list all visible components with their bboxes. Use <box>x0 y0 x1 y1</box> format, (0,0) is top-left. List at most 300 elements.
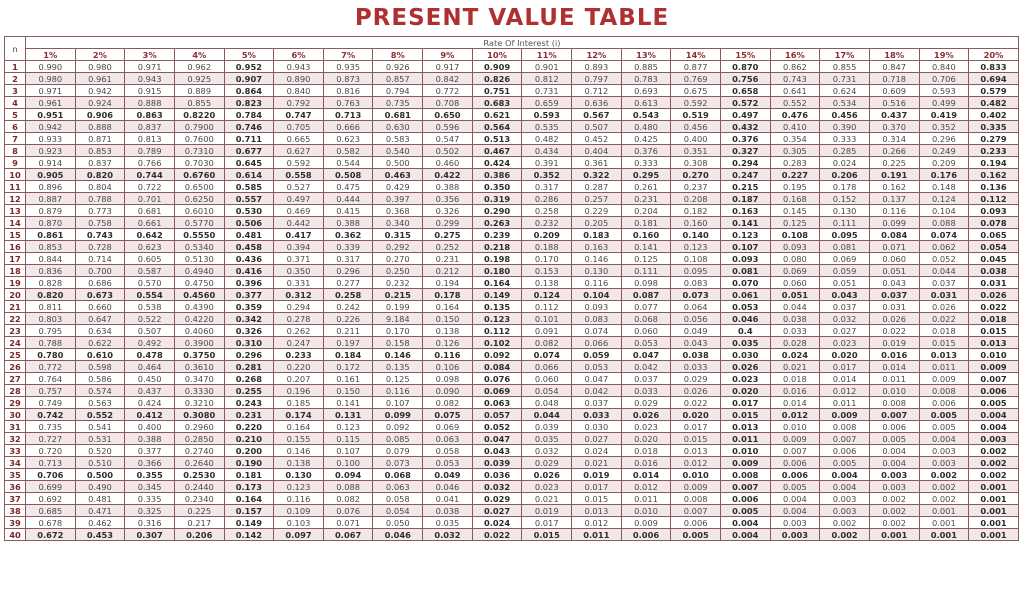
pv-factor-cell: 0.074 <box>522 349 572 361</box>
pv-factor-cell: 0.172 <box>323 361 373 373</box>
pv-factor-cell: 0.061 <box>720 289 770 301</box>
pv-factor-cell: 0.757 <box>26 385 76 397</box>
table-row <box>5 121 1019 133</box>
pv-factor-cell: 0.233 <box>274 349 324 361</box>
pv-factor-cell: 0.270 <box>671 169 721 181</box>
pv-factor-cell: 0.031 <box>969 277 1019 289</box>
pv-factor-cell: 0.022 <box>671 397 721 409</box>
table-row <box>5 193 1019 205</box>
pv-factor-cell: 0.003 <box>869 481 919 493</box>
table-row <box>5 217 1019 229</box>
pv-factor-cell: 0.699 <box>26 481 76 493</box>
pv-factor-cell: 0.863 <box>125 109 175 121</box>
pv-factor-cell: 0.094 <box>323 469 373 481</box>
pv-factor-cell: 0.063 <box>423 433 473 445</box>
pv-factor-cell: 0.087 <box>621 289 671 301</box>
pv-factor-cell: 0.184 <box>323 349 373 361</box>
pv-factor-cell: 0.840 <box>919 61 969 73</box>
pv-factor-cell: 0.146 <box>572 253 622 265</box>
pv-factor-cell: 0.046 <box>373 529 423 541</box>
pv-factor-cell: 0.008 <box>919 385 969 397</box>
pv-factor-cell: 0.016 <box>621 457 671 469</box>
pv-factor-cell: 0.751 <box>472 85 522 97</box>
pv-factor-cell: 0.209 <box>919 157 969 169</box>
pv-factor-cell: 0.855 <box>820 61 870 73</box>
pv-factor-cell: 0.136 <box>969 181 1019 193</box>
pv-factor-cell: 0.453 <box>75 529 125 541</box>
pv-factor-cell: 0.006 <box>969 385 1019 397</box>
pv-factor-cell: 0.200 <box>224 445 274 457</box>
pv-factor-cell: 0.011 <box>621 493 671 505</box>
pv-factor-cell: 0.145 <box>770 205 820 217</box>
table-row <box>5 265 1019 277</box>
pv-factor-cell: 0.188 <box>522 241 572 253</box>
pv-factor-cell: 0.038 <box>423 505 473 517</box>
pv-factor-cell: 0.764 <box>26 373 76 385</box>
table-row <box>5 301 1019 313</box>
pv-factor-cell: 0.541 <box>75 421 125 433</box>
pv-factor-cell: 0.743 <box>75 229 125 241</box>
pv-factor-cell: 0.097 <box>274 529 324 541</box>
pv-factor-cell: 0.010 <box>720 445 770 457</box>
pv-factor-cell: 0.068 <box>621 313 671 325</box>
pv-factor-cell: 0.243 <box>224 397 274 409</box>
pv-factor-cell: 0.162 <box>969 169 1019 181</box>
pv-factor-cell: 0.456 <box>671 121 721 133</box>
rate-header: 7% <box>323 49 373 61</box>
pv-factor-cell: 0.359 <box>224 301 274 313</box>
pv-factor-cell: 0.077 <box>621 301 671 313</box>
pv-factor-cell: 0.158 <box>373 337 423 349</box>
pv-factor-cell: 0.531 <box>75 433 125 445</box>
pv-factor-cell: 0.434 <box>522 145 572 157</box>
pv-factor-cell: 0.788 <box>75 193 125 205</box>
pv-factor-cell: 0.076 <box>323 505 373 517</box>
rate-header: 10% <box>472 49 522 61</box>
pv-factor-cell: 0.227 <box>770 169 820 181</box>
pv-factor-cell: 0.469 <box>274 205 324 217</box>
pv-factor-cell: 0.563 <box>75 397 125 409</box>
pv-factor-cell: 0.370 <box>869 121 919 133</box>
pv-factor-cell: 0.354 <box>770 133 820 145</box>
pv-factor-cell: 0.266 <box>869 145 919 157</box>
period-label: 14 <box>5 217 26 229</box>
pv-factor-cell: 0.084 <box>472 361 522 373</box>
pv-factor-cell: 0.208 <box>671 193 721 205</box>
pv-factor-cell: 0.456 <box>820 109 870 121</box>
pv-factor-cell: 0.905 <box>26 169 76 181</box>
pv-factor-cell: 0.873 <box>323 73 373 85</box>
pv-factor-cell: 0.522 <box>125 313 175 325</box>
pv-factor-cell: 0.054 <box>373 505 423 517</box>
pv-factor-cell: 0.463 <box>373 169 423 181</box>
pv-factor-cell: 0.063 <box>472 397 522 409</box>
pv-factor-cell: 0.558 <box>274 169 324 181</box>
pv-factor-cell: 0.053 <box>720 301 770 313</box>
pv-factor-cell: 0.693 <box>621 85 671 97</box>
period-label: 6 <box>5 121 26 133</box>
pv-factor-cell: 0.355 <box>125 469 175 481</box>
pv-factor-cell: 0.636 <box>572 97 622 109</box>
pv-factor-cell: 0.402 <box>969 109 1019 121</box>
pv-factor-cell: 0.3900 <box>174 337 224 349</box>
pv-factor-cell: 0.211 <box>323 325 373 337</box>
pv-factor-cell: 0.123 <box>274 481 324 493</box>
pv-factor-cell: 0.044 <box>770 301 820 313</box>
pv-factor-cell: 0.008 <box>869 397 919 409</box>
rate-header: 19% <box>919 49 969 61</box>
pv-factor-cell: 0.220 <box>224 421 274 433</box>
pv-factor-cell: 0.962 <box>174 61 224 73</box>
pv-factor-cell: 0.310 <box>224 337 274 349</box>
pv-factor-cell: 0.012 <box>572 517 622 529</box>
period-label: 16 <box>5 241 26 253</box>
pv-factor-cell: 0.002 <box>969 457 1019 469</box>
pv-factor-cell: 0.943 <box>274 61 324 73</box>
pv-factor-cell: 0.826 <box>472 73 522 85</box>
pv-factor-cell: 0.557 <box>224 193 274 205</box>
pv-factor-cell: 0.116 <box>869 205 919 217</box>
pv-factor-cell: 0.701 <box>125 193 175 205</box>
pv-factor-cell: 0.794 <box>373 85 423 97</box>
pv-factor-cell: 0.497 <box>274 193 324 205</box>
pv-factor-cell: 0.104 <box>919 205 969 217</box>
pv-factor-cell: 0.004 <box>820 481 870 493</box>
pv-factor-cell: 0.5550 <box>174 229 224 241</box>
pv-factor-cell: 0.009 <box>770 433 820 445</box>
pv-factor-cell: 0.116 <box>373 385 423 397</box>
pv-factor-cell: 0.2530 <box>174 469 224 481</box>
pv-factor-cell: 0.242 <box>323 301 373 313</box>
pv-factor-cell: 0.014 <box>869 361 919 373</box>
pv-factor-cell: 0.692 <box>26 493 76 505</box>
pv-factor-cell: 0.390 <box>820 121 870 133</box>
pv-factor-cell: 0.006 <box>770 457 820 469</box>
pv-factor-cell: 0.107 <box>323 445 373 457</box>
pv-factor-cell: 0.069 <box>472 385 522 397</box>
pv-factor-cell: 0.758 <box>75 217 125 229</box>
pv-factor-cell: 0.218 <box>472 241 522 253</box>
pv-factor-cell: 0.018 <box>621 445 671 457</box>
pv-factor-cell: 0.007 <box>720 481 770 493</box>
pv-factor-cell: 0.164 <box>274 421 324 433</box>
pv-factor-cell: 0.023 <box>621 421 671 433</box>
pv-factor-cell: 0.783 <box>621 73 671 85</box>
pv-factor-cell: 0.641 <box>770 85 820 97</box>
pv-factor-cell: 0.007 <box>820 433 870 445</box>
pv-factor-cell: 0.039 <box>522 421 572 433</box>
pv-factor-cell: 0.115 <box>323 433 373 445</box>
pv-factor-cell: 0.093 <box>969 205 1019 217</box>
pv-factor-cell: 0.467 <box>472 145 522 157</box>
pv-factor-cell: 0.199 <box>373 301 423 313</box>
pv-factor-cell: 0.432 <box>720 121 770 133</box>
pv-factor-cell: 0.137 <box>869 193 919 205</box>
pv-factor-cell: 0.797 <box>572 73 622 85</box>
pv-factor-cell: 0.678 <box>26 517 76 529</box>
pv-factor-cell: 0.194 <box>423 277 473 289</box>
rate-header: 11% <box>522 49 572 61</box>
pv-factor-cell: 0.593 <box>919 85 969 97</box>
pv-factor-cell: 0.180 <box>472 265 522 277</box>
pv-factor-cell: 0.4560 <box>174 289 224 301</box>
pv-factor-cell: 0.630 <box>373 121 423 133</box>
pv-factor-cell: 0.178 <box>820 181 870 193</box>
pv-factor-cell: 0.023 <box>820 337 870 349</box>
pv-factor-cell: 0.352 <box>522 169 572 181</box>
header-row <box>5 37 1019 49</box>
pv-factor-cell: 0.8220 <box>174 109 224 121</box>
pv-factor-cell: 0.123 <box>472 313 522 325</box>
pv-factor-cell: 0.520 <box>75 445 125 457</box>
pv-factor-cell: 0.005 <box>869 433 919 445</box>
pv-factor-cell: 0.003 <box>919 445 969 457</box>
pv-factor-cell: 0.722 <box>125 181 175 193</box>
pv-factor-cell: 0.842 <box>423 73 473 85</box>
pv-factor-cell: 0.138 <box>274 457 324 469</box>
table-row <box>5 61 1019 73</box>
pv-factor-cell: 0.475 <box>323 181 373 193</box>
pv-factor-cell: 0.038 <box>671 349 721 361</box>
pv-factor-cell: 0.002 <box>869 493 919 505</box>
pv-factor-cell: 0.106 <box>423 361 473 373</box>
pv-factor-cell: 0.033 <box>671 361 721 373</box>
table-row <box>5 493 1019 505</box>
pv-factor-cell: 0.2440 <box>174 481 224 493</box>
pv-factor-cell: 0.095 <box>671 265 721 277</box>
pv-factor-cell: 0.500 <box>75 469 125 481</box>
pv-factor-cell: 0.811 <box>26 301 76 313</box>
pv-factor-cell: 0.002 <box>919 493 969 505</box>
pv-factor-cell: 0.003 <box>919 457 969 469</box>
pv-factor-cell: 0.107 <box>720 241 770 253</box>
pv-factor-cell: 0.437 <box>869 109 919 121</box>
pv-factor-cell: 0.231 <box>621 193 671 205</box>
pv-factor-cell: 0.279 <box>969 133 1019 145</box>
pv-factor-cell: 0.017 <box>720 397 770 409</box>
pv-factor-cell: 0.035 <box>423 517 473 529</box>
pv-factor-cell: 0.480 <box>621 121 671 133</box>
pv-factor-cell: 0.647 <box>75 313 125 325</box>
pv-factor-cell: 0.066 <box>572 337 622 349</box>
pv-factor-cell: 0.6500 <box>174 181 224 193</box>
pv-factor-cell: 0.2740 <box>174 445 224 457</box>
pv-factor-cell: 0.029 <box>522 457 572 469</box>
pv-factor-cell: 0.400 <box>125 421 175 433</box>
pv-factor-cell: 0.185 <box>274 397 324 409</box>
pv-factor-cell: 0.015 <box>671 433 721 445</box>
pv-factor-cell: 0.130 <box>274 469 324 481</box>
pv-factor-cell: 0.772 <box>423 85 473 97</box>
pv-factor-cell: 0.543 <box>621 109 671 121</box>
pv-factor-cell: 0.043 <box>820 289 870 301</box>
pv-factor-cell: 0.510 <box>75 457 125 469</box>
pv-factor-cell: 0.864 <box>224 85 274 97</box>
pv-factor-cell: 0.5130 <box>174 253 224 265</box>
pv-factor-cell: 0.888 <box>75 121 125 133</box>
pv-factor-cell: 0.412 <box>125 409 175 421</box>
pv-factor-cell: 0.538 <box>125 301 175 313</box>
pv-factor-cell: 0.035 <box>720 337 770 349</box>
pv-factor-cell: 0.082 <box>522 337 572 349</box>
pv-factor-cell: 0.290 <box>472 205 522 217</box>
pv-factor-cell: 0.400 <box>671 133 721 145</box>
pv-factor-cell: 0.416 <box>224 265 274 277</box>
pv-factor-cell: 0.022 <box>869 325 919 337</box>
pv-factor-cell: 0.037 <box>869 289 919 301</box>
pv-factor-cell: 0.925 <box>174 73 224 85</box>
pv-factor-cell: 0.705 <box>274 121 324 133</box>
pv-factor-cell: 0.004 <box>770 505 820 517</box>
pv-factor-cell: 0.574 <box>75 385 125 397</box>
pv-factor-cell: 0.084 <box>869 229 919 241</box>
pv-factor-cell: 0.206 <box>174 529 224 541</box>
pv-factor-cell: 0.820 <box>75 169 125 181</box>
pv-factor-cell: 0.516 <box>869 97 919 109</box>
pv-factor-cell: 0.660 <box>75 301 125 313</box>
pv-factor-cell: 0.091 <box>522 325 572 337</box>
pv-factor-cell: 0.099 <box>373 409 423 421</box>
pv-factor-cell: 0.458 <box>224 241 274 253</box>
pv-factor-cell: 0.713 <box>26 457 76 469</box>
pv-factor-cell: 0.196 <box>274 385 324 397</box>
pv-factor-cell: 0.749 <box>26 397 76 409</box>
pv-factor-cell: 0.499 <box>919 97 969 109</box>
pv-factor-cell: 0.138 <box>522 277 572 289</box>
table-row <box>5 433 1019 445</box>
pv-factor-cell: 0.004 <box>820 469 870 481</box>
pv-factor-cell: 0.059 <box>572 349 622 361</box>
pv-factor-cell: 0.010 <box>869 385 919 397</box>
pv-factor-cell: 0.141 <box>621 241 671 253</box>
pv-factor-cell: 0.933 <box>26 133 76 145</box>
pv-factor-cell: 0.743 <box>770 73 820 85</box>
pv-factor-cell: 0.124 <box>919 193 969 205</box>
period-label: 19 <box>5 277 26 289</box>
pv-factor-cell: 0.044 <box>919 265 969 277</box>
table-row <box>5 349 1019 361</box>
table-row <box>5 277 1019 289</box>
pv-factor-cell: 0.026 <box>969 289 1019 301</box>
pv-factor-cell: 0.464 <box>125 361 175 373</box>
pv-factor-cell: 0.232 <box>373 277 423 289</box>
pv-factor-cell: 0.093 <box>572 301 622 313</box>
pv-factor-cell: 0.747 <box>274 109 324 121</box>
pv-factor-cell: 0.148 <box>919 181 969 193</box>
pv-factor-cell: 0.836 <box>26 265 76 277</box>
table-row <box>5 337 1019 349</box>
pv-factor-cell: 9.184 <box>373 313 423 325</box>
pv-factor-cell: 0.008 <box>671 493 721 505</box>
pv-factor-cell: 0.980 <box>26 73 76 85</box>
pv-factor-cell: 0.500 <box>373 157 423 169</box>
pv-factor-cell: 0.270 <box>373 253 423 265</box>
pv-factor-cell: 0.069 <box>820 253 870 265</box>
rate-header: 13% <box>621 49 671 61</box>
pv-factor-cell: 0.124 <box>522 289 572 301</box>
pv-factor-cell: 0.029 <box>621 397 671 409</box>
pv-factor-cell: 0.225 <box>869 157 919 169</box>
pv-factor-cell: 0.012 <box>671 457 721 469</box>
pv-factor-cell: 0.677 <box>224 145 274 157</box>
pv-factor-cell: 0.296 <box>919 133 969 145</box>
pv-factor-cell: 0.840 <box>274 85 324 97</box>
pv-factor-cell: 0.001 <box>919 517 969 529</box>
pv-factor-cell: 0.287 <box>572 181 622 193</box>
pv-factor-cell: 0.083 <box>671 277 721 289</box>
pv-factor-cell: 0.482 <box>969 97 1019 109</box>
pv-factor-cell: 0.032 <box>472 481 522 493</box>
pv-factor-cell: 0.261 <box>621 181 671 193</box>
pv-factor-cell: 0.050 <box>373 517 423 529</box>
pv-factor-cell: 0.507 <box>125 325 175 337</box>
pv-factor-cell: 0.003 <box>820 505 870 517</box>
pv-factor-cell: 0.003 <box>770 529 820 541</box>
pv-factor-cell: 0.744 <box>125 169 175 181</box>
pv-factor-cell: 0.038 <box>770 313 820 325</box>
pv-factor-cell: 0.004 <box>919 433 969 445</box>
pv-factor-cell: 0.250 <box>373 265 423 277</box>
pv-factor-cell: 0.088 <box>323 481 373 493</box>
pv-factor-cell: 0.007 <box>969 373 1019 385</box>
pv-factor-cell: 0.047 <box>572 373 622 385</box>
pv-factor-cell: 0.138 <box>423 325 473 337</box>
pv-factor-cell: 0.4060 <box>174 325 224 337</box>
pv-factor-cell: 0.066 <box>522 361 572 373</box>
pv-factor-cell: 0.621 <box>472 109 522 121</box>
period-label: 31 <box>5 421 26 433</box>
pv-factor-cell: 0.614 <box>224 169 274 181</box>
table-row <box>5 325 1019 337</box>
pv-factor-cell: 0.263 <box>472 217 522 229</box>
pv-factor-cell: 0.585 <box>224 181 274 193</box>
pv-factor-cell: 0.735 <box>373 97 423 109</box>
pv-factor-cell: 0.015 <box>720 409 770 421</box>
pv-factor-cell: 0.003 <box>770 517 820 529</box>
pv-factor-cell: 0.583 <box>373 133 423 145</box>
pv-factor-cell: 0.388 <box>125 433 175 445</box>
pv-factor-cell: 0.277 <box>323 277 373 289</box>
pv-factor-cell: 0.051 <box>770 289 820 301</box>
pv-factor-cell: 0.004 <box>770 493 820 505</box>
pv-factor-cell: 0.296 <box>323 265 373 277</box>
pv-factor-cell: 0.013 <box>671 445 721 457</box>
pv-factor-cell: 0.508 <box>323 169 373 181</box>
pv-factor-cell: 0.746 <box>224 121 274 133</box>
pv-factor-cell: 0.862 <box>770 61 820 73</box>
pv-factor-cell: 0.249 <box>919 145 969 157</box>
pv-factor-cell: 0.001 <box>969 505 1019 517</box>
pv-factor-cell: 0.6760 <box>174 169 224 181</box>
pv-factor-cell: 0.123 <box>720 229 770 241</box>
period-label: 15 <box>5 229 26 241</box>
pv-factor-cell: 0.056 <box>671 313 721 325</box>
pv-factor-cell: 0.011 <box>720 433 770 445</box>
pv-factor-cell: 0.278 <box>274 313 324 325</box>
table-row <box>5 481 1019 493</box>
pv-factor-cell: 0.623 <box>323 133 373 145</box>
pv-factor-cell: 0.312 <box>274 289 324 301</box>
pv-factor-cell: 0.816 <box>323 85 373 97</box>
present-value-table <box>4 36 1019 541</box>
pv-factor-cell: 0.534 <box>820 97 870 109</box>
pv-factor-cell: 0.286 <box>522 193 572 205</box>
pv-factor-cell: 0.901 <box>522 61 572 73</box>
table-row <box>5 109 1019 121</box>
pv-factor-cell: 0.164 <box>224 493 274 505</box>
pv-factor-cell: 0.069 <box>423 421 473 433</box>
period-label: 23 <box>5 325 26 337</box>
